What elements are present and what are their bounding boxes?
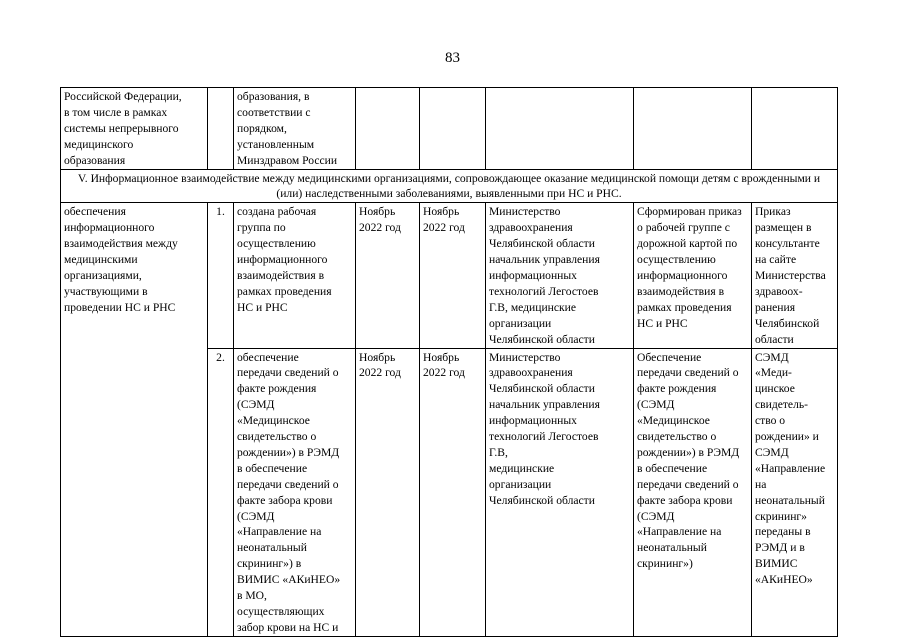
cell-text: Сформирован приказ о рабочей группе с дорожной картой по осуществлению информационного взаимодействия в рамках проведения НС и РНС — [637, 205, 742, 330]
section-title: V. Информационное взаимодействие между медицинскими организациями, сопровождающее оказание медицинской помощи детям с врожденными и (или) наследственными заболеваниями, выявленными при НС и РНС. — [61, 169, 838, 203]
cell-text: Министерство здравоохранения Челябинской области начальник управления информационных технологий Легостоев Г.В, медицинские организации Челябинской области — [489, 205, 600, 346]
cell-text: образования, в соответствии с порядком, установленным Минздравом России — [237, 90, 338, 167]
page-number: 83 — [445, 50, 460, 66]
cell-result — [634, 203, 752, 348]
cell-result — [634, 88, 752, 170]
cell-text: обеспечения информационного взаимодействия между медицинскими организациями, участвующими в проведении НС и РНС — [64, 205, 178, 314]
cell-responsible — [486, 348, 634, 636]
cell-num: 1. — [208, 203, 234, 348]
cell-text: Российской Федерации, в том числе в рамках системы непрерывного медицинского образования — [64, 90, 182, 167]
cell-text: Ноябрь 2022 год — [423, 205, 465, 235]
cell-text: Ноябрь 2022 год — [359, 205, 401, 235]
cell-task — [61, 203, 208, 636]
cell-text: создана рабочая группа по осуществлению информационного взаимодействия в рамках проведения НС и РНС — [237, 205, 332, 314]
cell-indicator — [752, 88, 838, 170]
cell-start — [356, 88, 420, 170]
cell-num: 2. — [208, 348, 234, 636]
cell-start — [356, 348, 420, 636]
cell-result — [634, 348, 752, 636]
cell-end — [420, 348, 486, 636]
cell-end — [420, 88, 486, 170]
cell-text: обеспечение передачи сведений о факте рождения (СЭМД «Медицинское свидетельство о рождении») в РЭМД в обеспечение передачи сведений о факте забора крови (СЭМД «Направление на неонатальный скрининг») в ВИМИС «АКиНЕО» в МО, осуществляющих забор крови на НС и — [237, 350, 341, 634]
cell-text: Обеспечение передачи сведений о факте рождения (СЭМД «Медицинское свидетельство о рождении») в РЭМД в обеспечение передачи сведений о факте забора крови (СЭМД «Направление на неонатальный скрининг») — [637, 350, 740, 571]
plan-table — [60, 87, 838, 637]
table-row-continuation — [61, 88, 838, 170]
cell-responsible — [486, 203, 634, 348]
cell-text: Ноябрь 2022 год — [359, 350, 401, 380]
cell-task — [61, 88, 208, 170]
cell-text: СЭМД «Меди- цинское свидетель- ство о рождении» и СЭМД «Направление на неонатальный скрининг» переданы в РЭМД и в ВИМИС «АКиНЕО» — [755, 350, 826, 587]
cell-responsible — [486, 88, 634, 170]
cell-activity — [234, 348, 356, 636]
cell-text: Ноябрь 2022 год — [423, 350, 465, 380]
cell-indicator — [752, 203, 838, 348]
cell-num — [208, 88, 234, 170]
cell-activity — [234, 203, 356, 348]
section-heading-row — [61, 169, 838, 203]
cell-text: Приказ размещен в консультанте на сайте Министерства здравоох- ранения Челябинской области — [755, 205, 826, 346]
table-row — [61, 203, 838, 348]
cell-activity — [234, 88, 356, 170]
cell-start — [356, 203, 420, 348]
cell-indicator — [752, 348, 838, 636]
cell-end — [420, 203, 486, 348]
cell-text: Министерство здравоохранения Челябинской области начальник управления информационных технологий Легостоев Г.В, медицинские организации Челябинской области — [489, 350, 600, 507]
